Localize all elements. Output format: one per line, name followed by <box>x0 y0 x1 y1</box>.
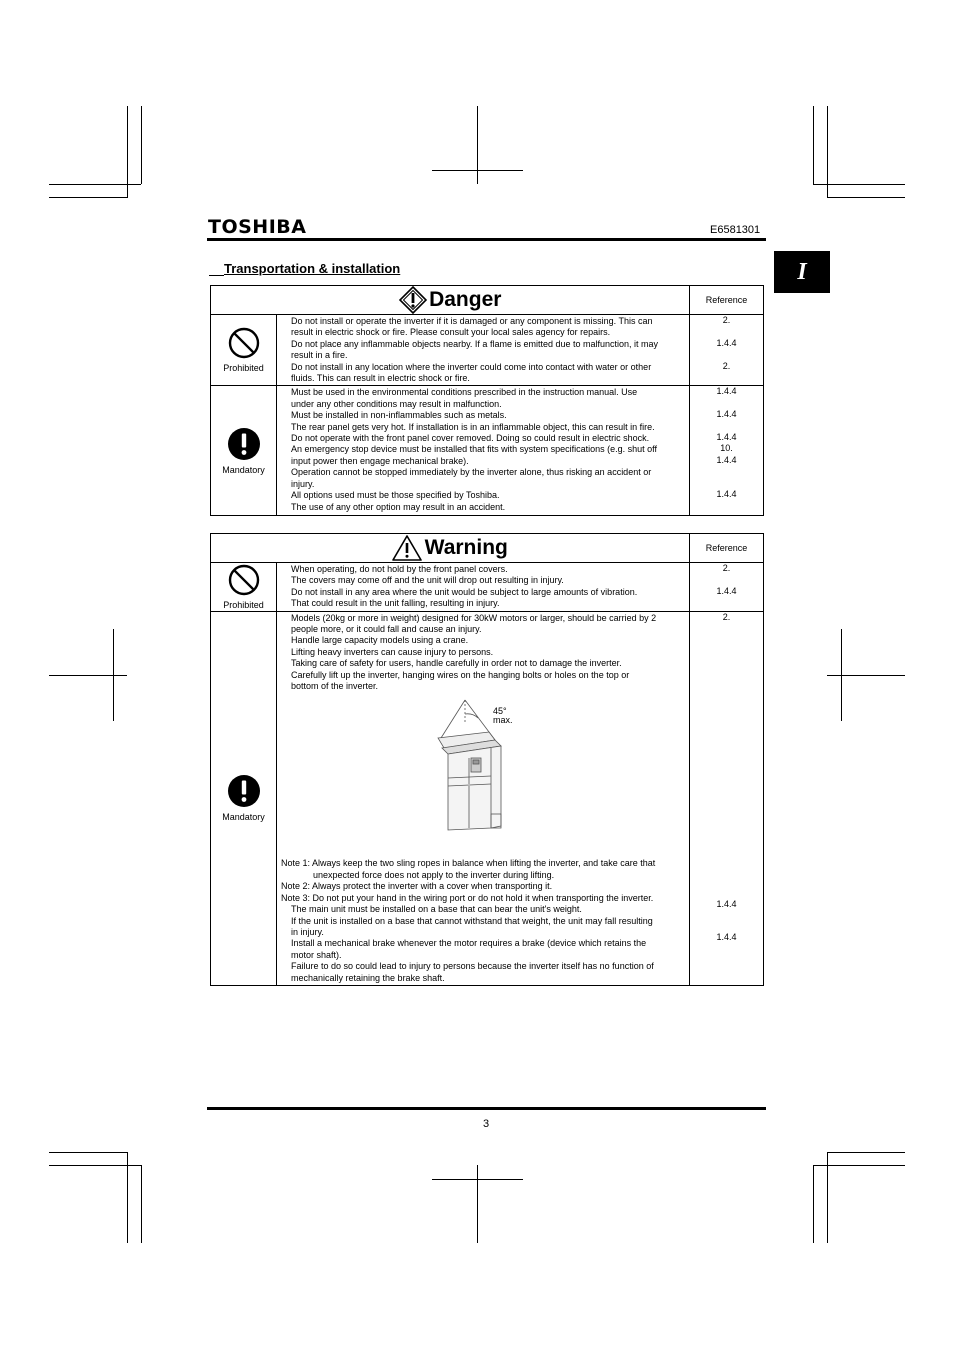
footer-rule <box>207 1107 766 1110</box>
text-line: in injury. <box>291 926 324 937</box>
text-line: Handle large capacity models using a crane. <box>291 635 469 646</box>
warning-header <box>211 534 690 563</box>
warning-mandatory-text <box>277 611 690 985</box>
warning-prohibited-cell <box>211 563 277 612</box>
ref-value: 1.4.4 <box>716 454 737 465</box>
text-line: mechanically retaining the brake shaft. <box>291 972 445 983</box>
text-line: The rear panel gets very hot. If installation is in an inflammable object, this can result in fire. <box>291 421 655 432</box>
danger-reference-header: Reference <box>690 286 764 315</box>
text-line: That could result in the unit falling, resulting in injury. <box>291 598 500 609</box>
text-line: people more, or it could fall and cause an injury. <box>291 624 482 635</box>
ref-value: 2. <box>722 611 731 622</box>
danger-header <box>211 286 690 315</box>
header-rule <box>207 238 766 241</box>
mandatory-label: Mandatory <box>222 812 265 823</box>
ref-value: 1.4.4 <box>716 409 737 420</box>
text-line: Taking care of safety for users, handle carefully in order not to damage the inverter. <box>291 658 622 669</box>
ref-value: 2. <box>722 563 731 573</box>
danger-title: Danger <box>429 288 502 311</box>
text-line: The covers may come off and the unit will drop out resulting in injury. <box>291 575 564 586</box>
page-number: 3 <box>482 1118 490 1130</box>
prohibited-label: Prohibited <box>223 363 264 374</box>
text-line: An emergency stop device must be installed that fits with system specifications (e.g. shut off <box>291 444 658 455</box>
text-line: Models (20kg or more in weight) designed for 30kW motors or larger, should be carried by 2 <box>291 612 657 623</box>
ref-value: 1.4.4 <box>716 489 737 500</box>
danger-mandatory-cell <box>211 386 277 516</box>
section-title: Transportation & installation <box>224 261 401 276</box>
warning-mandatory-cell <box>211 611 277 985</box>
text-line: When operating, do not hold by the front panel covers. <box>291 564 508 574</box>
text-line: fluids. This can result in electric shock or fire. <box>291 373 470 384</box>
chapter-tab: I <box>774 251 830 293</box>
text-line: The main unit must be installed on a base that can bear the unit's weight. <box>291 904 582 915</box>
text-line: input power then engage mechanical brake). <box>291 455 469 466</box>
warning-prohibited-text <box>277 563 690 612</box>
toshiba-logo: TOSHIBA <box>208 216 307 238</box>
warning-prohibited-refs <box>690 563 764 612</box>
ref-value: 1.4.4 <box>716 931 737 942</box>
text-line: Install a mechanical brake whenever the motor requires a brake (device which retains the <box>291 938 647 949</box>
note-line: Note 3: Do not put your hand in the wiring port or do not hold it when transporting the inverter. <box>281 892 654 903</box>
mandatory-icon <box>227 774 261 808</box>
danger-mandatory-text <box>277 386 690 516</box>
ref-value: 1.4.4 <box>716 585 737 596</box>
ref-value: 2. <box>722 315 731 325</box>
warning-icon <box>392 535 422 561</box>
warning-title: Warning <box>424 536 508 559</box>
text-line: Lifting heavy inverters can cause injury to persons. <box>291 646 494 657</box>
text-line: Operation cannot be stopped immediately by the inverter alone, thus risking an accident or <box>291 467 652 478</box>
text-line: result in electric shock or fire. Please consult your local sales agency for repairs. <box>291 327 611 338</box>
text-line: All options used must be those specified by Toshiba. <box>291 490 500 501</box>
ref-value: 1.4.4 <box>716 898 737 909</box>
note-line: Note 2: Always protect the inverter with a cover when transporting it. <box>281 881 553 892</box>
document-code: E6581301 <box>710 224 761 236</box>
danger-icon <box>399 286 427 314</box>
text-line: Do not install in any area where the unit would be subject to large amounts of vibration. <box>291 586 638 597</box>
text-line: Carefully lift up the inverter, hanging wires on the hanging bolts or holes on the top or <box>291 669 630 680</box>
ref-value: 1.4.4 <box>716 432 737 443</box>
section-underline-lead <box>209 275 224 276</box>
danger-table <box>210 285 764 516</box>
ref-value: 10. <box>720 443 733 454</box>
warning-reference-header: Reference <box>690 534 764 563</box>
text-line: If the unit is installed on a base that cannot withstand that weight, the unit may fall resulting <box>291 915 653 926</box>
figure-angle-label: 45° <box>493 706 507 717</box>
danger-mandatory-refs <box>690 386 764 516</box>
prohibited-label: Prohibited <box>223 599 264 610</box>
inverter-lifting-illustration <box>277 698 690 858</box>
warning-table <box>210 533 764 986</box>
danger-prohibited-refs <box>690 315 764 386</box>
text-line: motor shaft). <box>291 949 342 960</box>
lifting-figure <box>291 698 686 858</box>
prohibited-icon <box>228 564 260 596</box>
text-line: injury. <box>291 478 315 489</box>
text-line: bottom of the inverter. <box>291 681 379 692</box>
text-line: The use of any other option may result in an accident. <box>291 501 506 512</box>
danger-prohibited-cell <box>211 315 277 386</box>
figure-max-label: max. <box>493 715 513 726</box>
text-line: Must be installed in non-inflammables such as metals. <box>291 410 507 421</box>
ref-value: 1.4.4 <box>716 386 737 397</box>
text-line: result in a fire. <box>291 350 348 361</box>
text-line: Must be used in the environmental conditions prescribed in the instruction manual. Use <box>291 387 638 398</box>
warning-mandatory-refs <box>690 611 764 985</box>
text-line: Do not operate with the front panel cover removed. Doing so could result in electric shock. <box>291 433 650 444</box>
ref-value: 2. <box>722 360 731 371</box>
mandatory-label: Mandatory <box>222 464 265 475</box>
note-line: unexpected force does not apply to the inverter during lifting. <box>313 869 555 880</box>
prohibited-icon <box>228 327 260 359</box>
mandatory-icon <box>227 427 261 461</box>
text-line: Do not install or operate the inverter if it is damaged or any component is missing. This can <box>291 316 653 326</box>
note-line: Note 1: Always keep the two sling ropes in balance when lifting the inverter, and take care that <box>281 858 656 869</box>
text-line: Do not place any inflammable objects nearby. If a flame is emitted due to malfunction, it may <box>291 338 659 349</box>
text-line: Do not install in any location where the inverter could come into contact with water or other <box>291 361 652 372</box>
text-line: Failure to do so could lead to injury to persons because the inverter itself has no function of <box>291 961 654 972</box>
text-line: under any other conditions may result in malfunction. <box>291 398 502 409</box>
ref-value: 1.4.4 <box>716 337 737 348</box>
danger-prohibited-text <box>277 315 690 386</box>
